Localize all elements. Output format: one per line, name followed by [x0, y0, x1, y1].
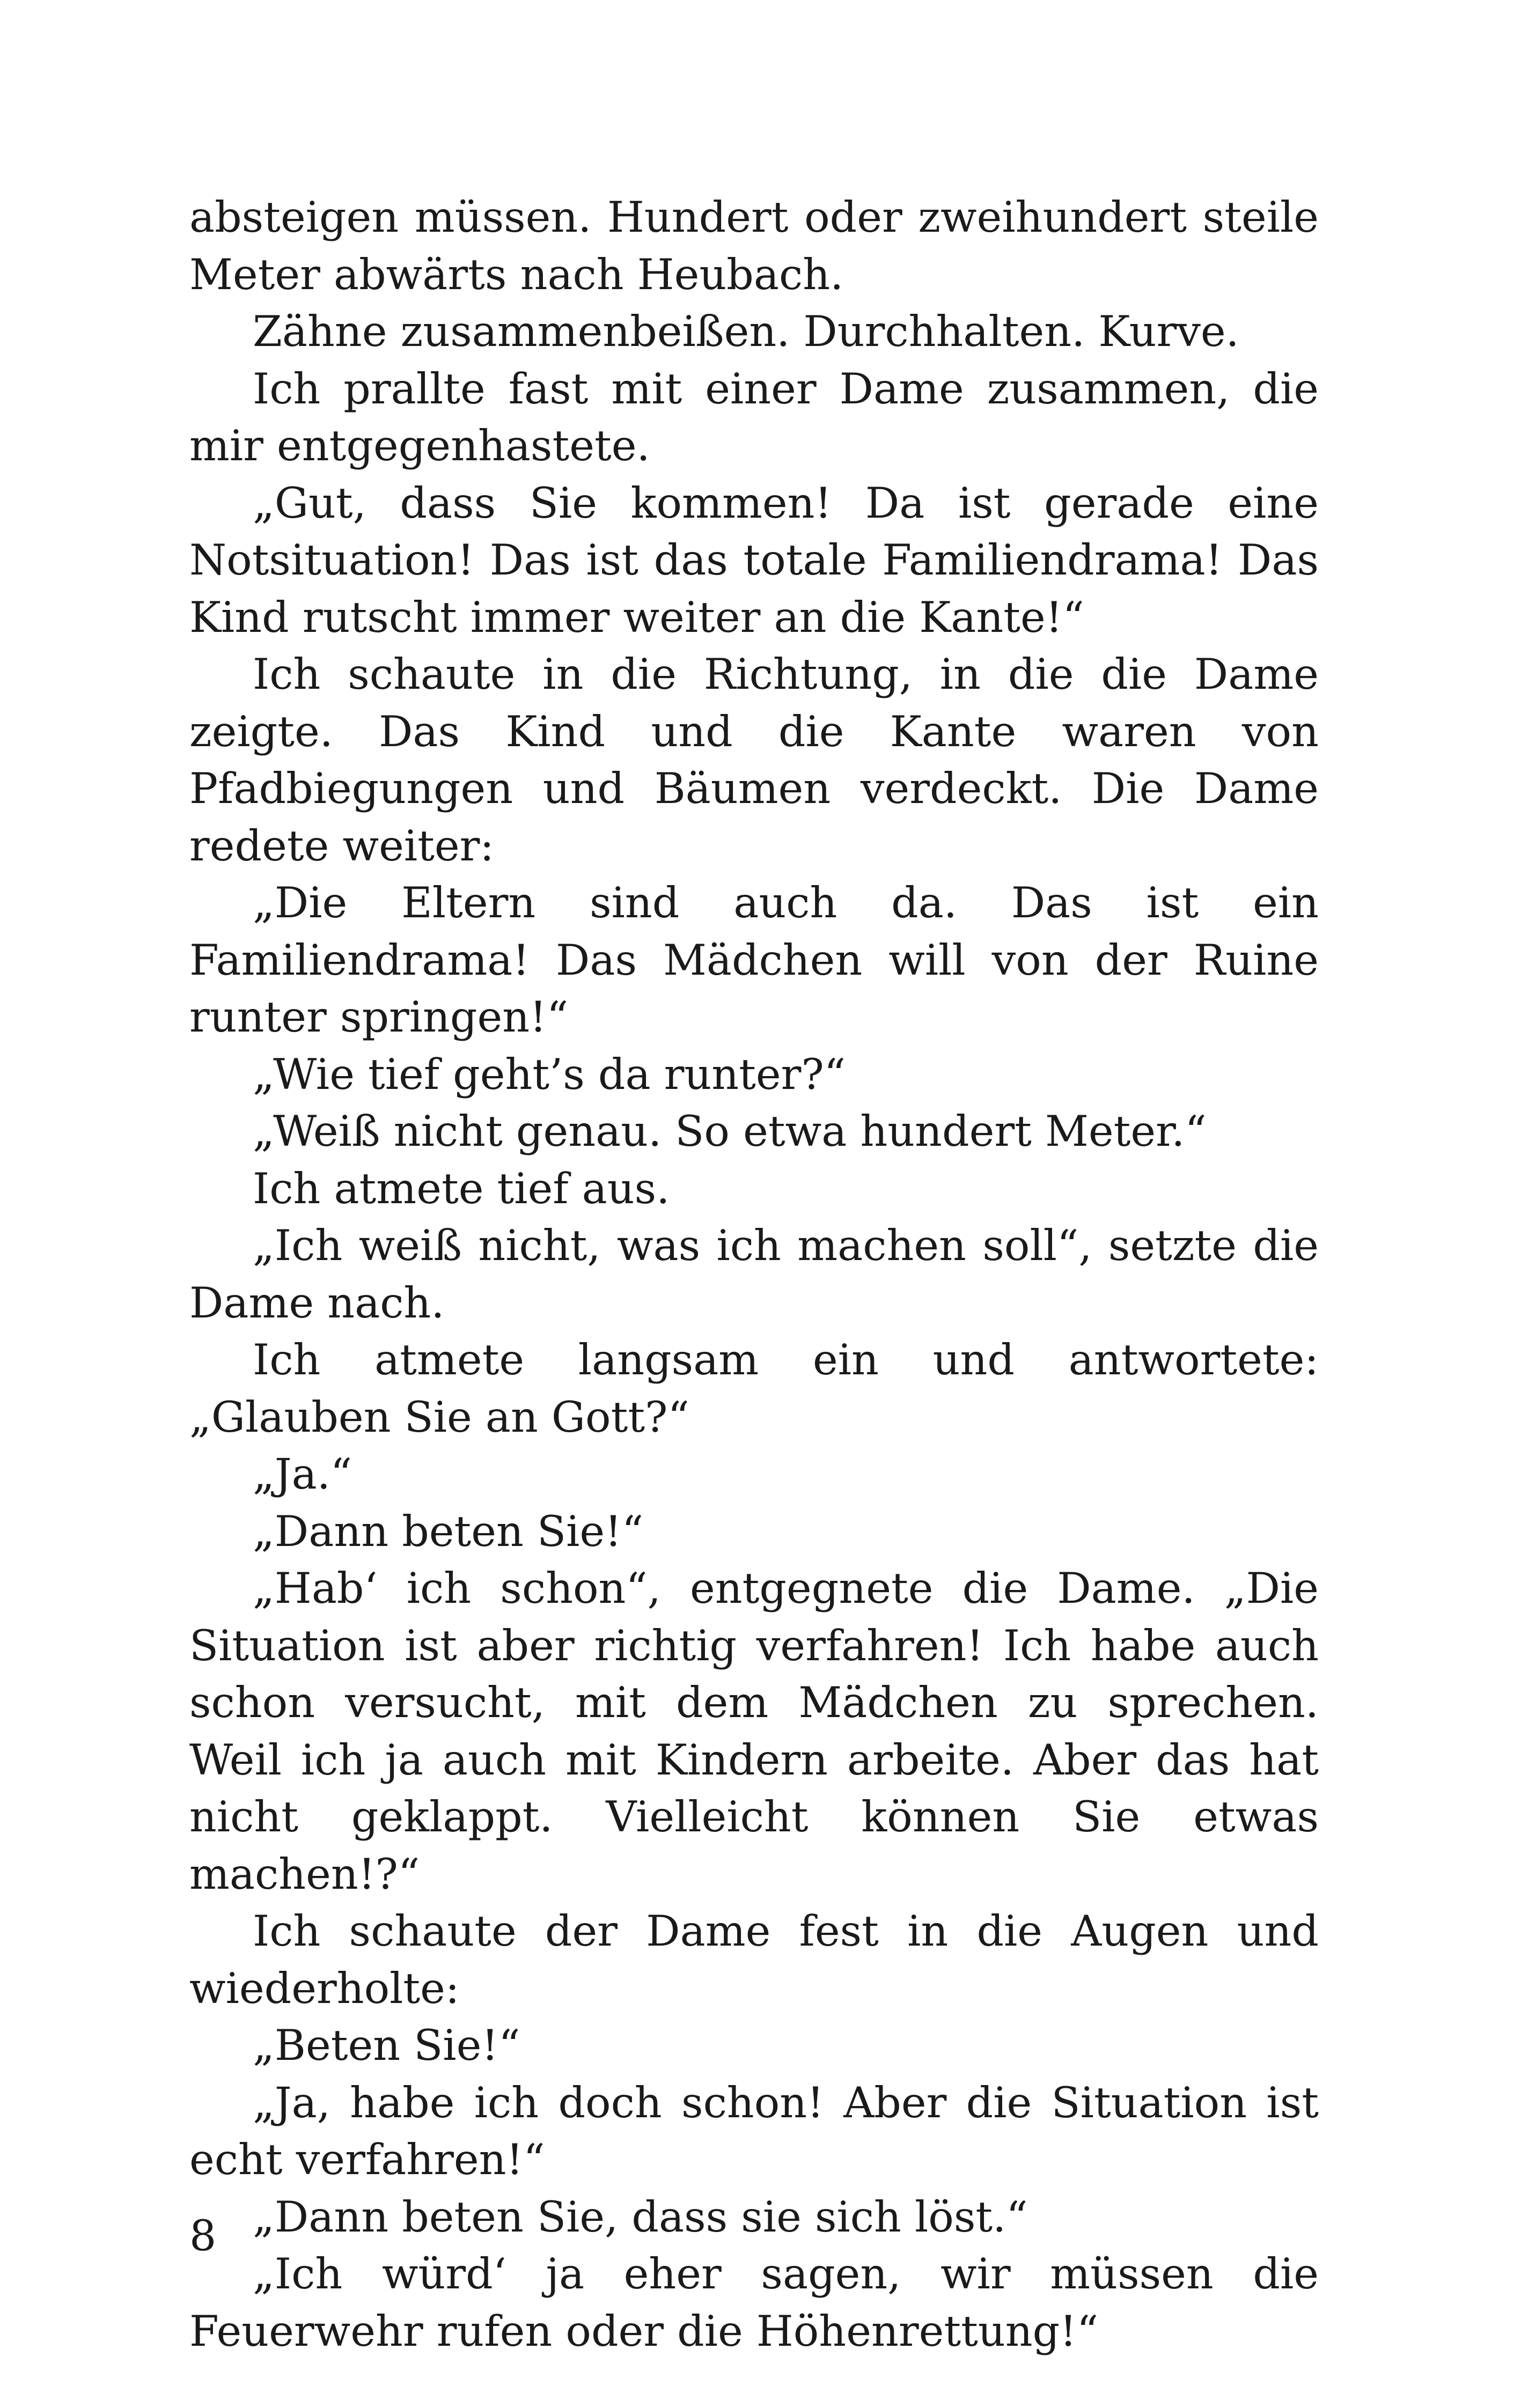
paragraph: „Ich weiß nicht, was ich machen soll“, setzte die Dame nach.	[189, 1221, 1319, 1328]
paragraph: „Die Eltern sind auch da. Das ist ein Familiendrama! Das Mädchen will von der Ruine runter springen!“	[189, 878, 1319, 1042]
paragraph: „Hab‘ ich schon“, entgegnete die Dame. „Die Situation ist aber richtig verfahren! Ich habe auch schon versucht, mit dem Mädchen zu sprechen. Weil ich ja auch mit Kindern arbeite. Aber das hat nicht geklappt. Vielleicht können Sie etwas machen!?“	[189, 1564, 1319, 1899]
paragraph: „Gut, dass Sie kommen! Da ist gerade eine Notsituation! Das ist das totale Familiendrama! Das Kind rutscht immer weiter an die Kante!“	[189, 478, 1319, 642]
paragraph: „Dann beten Sie!“	[253, 1506, 644, 1556]
page-body-text	[189, 189, 1319, 2360]
paragraph: „Wie tief geht’s da runter?“	[253, 1049, 846, 1099]
paragraph: „Weiß nicht genau. So etwa hundert Meter.“	[253, 1107, 1207, 1156]
paragraph: Ich atmete langsam ein und antwortete: „Glauben Sie an Gott?“	[189, 1335, 1319, 1442]
paragraph: „Ich würd‘ ja eher sagen, wir müssen die Feuerwehr rufen oder die Höhenrettung!“	[189, 2249, 1319, 2356]
paragraph: „Ja.“	[253, 1449, 352, 1499]
paragraph: Ich schaute der Dame fest in die Augen und wiederholte:	[189, 1906, 1319, 2013]
paragraph: „Beten Sie!“	[253, 2021, 520, 2070]
page-number: 8	[189, 2211, 217, 2260]
paragraph: „Dann beten Sie, dass sie sich löst.“	[253, 2192, 1028, 2242]
paragraph: Zähne zusammenbeißen. Durchhalten. Kurve.	[253, 307, 1239, 356]
paragraph: „Ja, habe ich doch schon! Aber die Situation ist echt verfahren!“	[189, 2078, 1319, 2184]
paragraph: Ich schaute in die Richtung, in die die Dame zeigte. Das Kind und die Kante waren von Pfadbiegungen und Bäumen verdeckt. Die Dame redete weiter:	[189, 650, 1319, 871]
paragraph: Ich atmete tief aus.	[253, 1164, 670, 1213]
paragraph: Ich prallte fast mit einer Dame zusammen, die mir entgegenhastete.	[189, 364, 1319, 470]
paragraph-continuation: absteigen müssen. Hundert oder zweihundert steile Meter abwärts nach Heubach.	[189, 193, 1319, 299]
